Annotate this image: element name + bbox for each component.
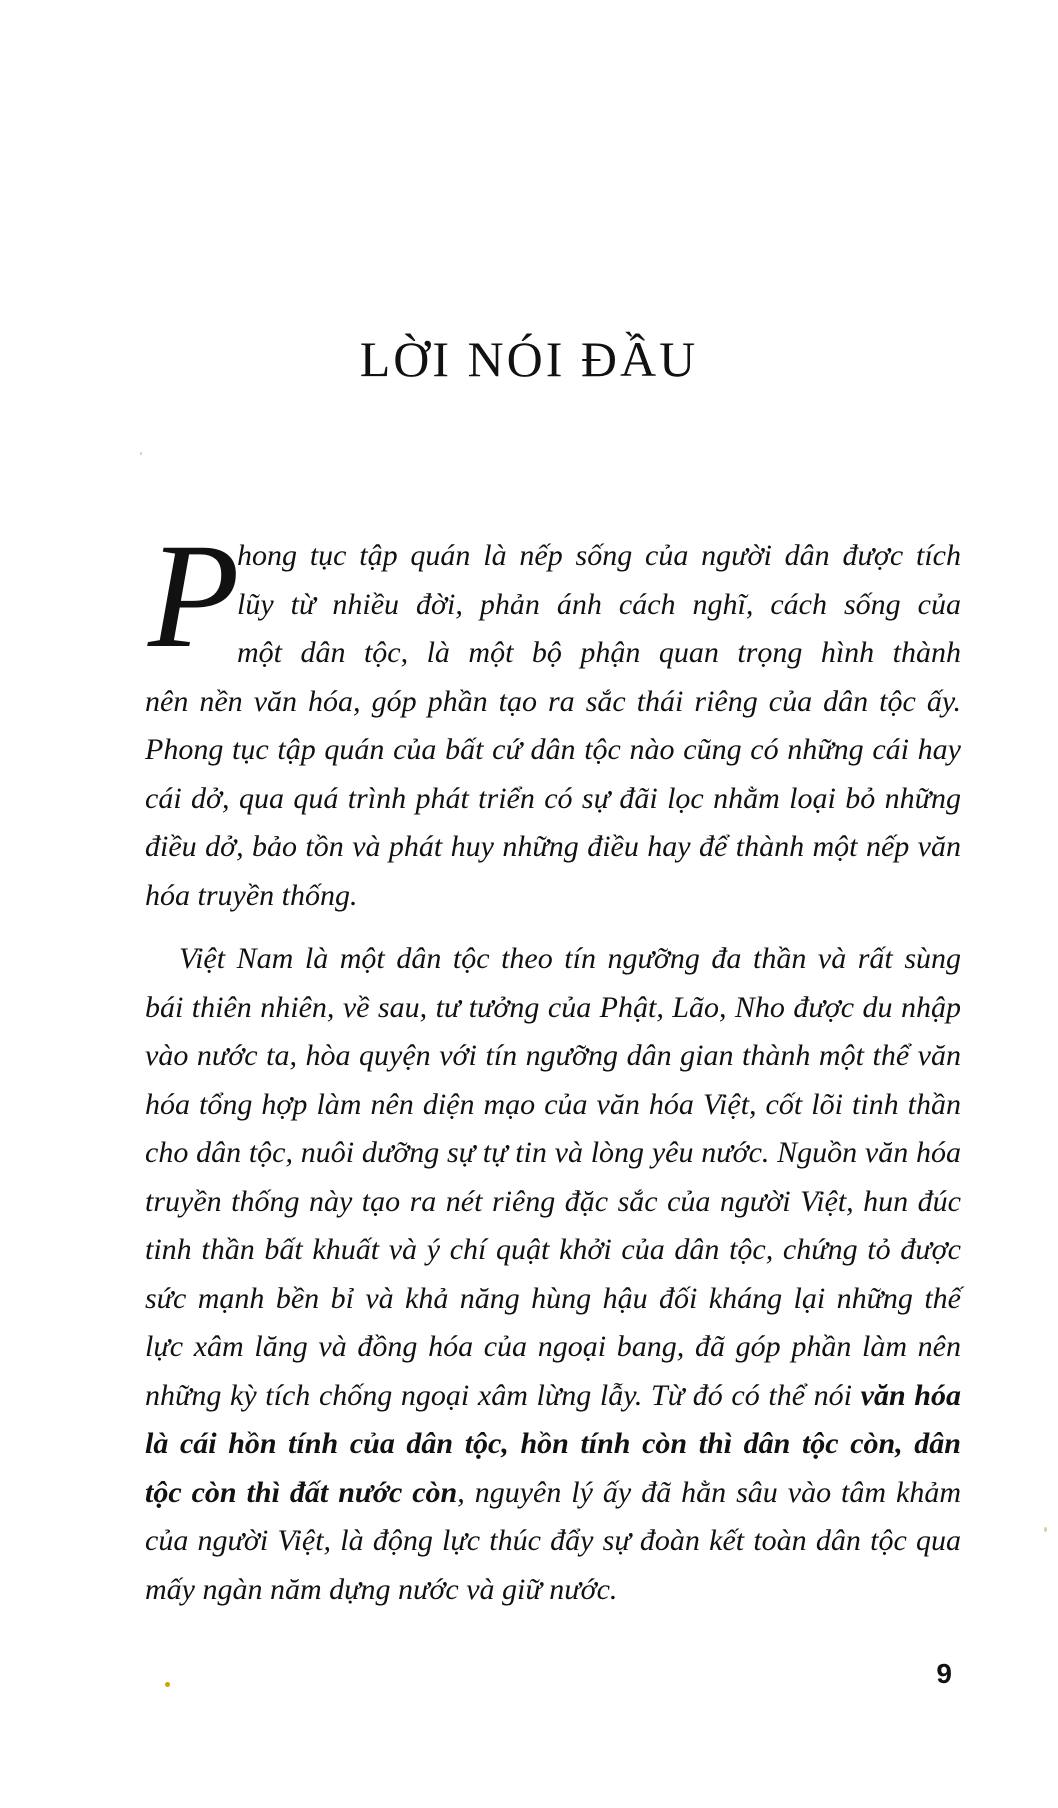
text-line: một dân tộc, là một bộ phận quan trọng hình thành xyxy=(237,636,961,669)
text-line: truyền thống này tạo ra nét riêng đặc sắc của người Việt, hun đúc xyxy=(145,1184,961,1218)
drop-cap: P xyxy=(148,513,240,679)
text-line: của người Việt, là động lực thúc đẩy sự đoàn kết toàn dân tộc qua xyxy=(145,1524,961,1557)
print-speck xyxy=(1044,1527,1047,1532)
text-line: Việt Nam là một dân tộc theo tín ngưỡng đa thần và rất sùng xyxy=(179,942,961,975)
paragraph-1 xyxy=(145,513,961,920)
paragraph-2 xyxy=(145,935,961,1614)
text-line: cái dở, qua quá trình phát triển có sự đãi lọc nhằm loại bỏ những xyxy=(145,781,961,815)
text-line: điều dở, bảo tồn và phát huy những điều hay để thành một nếp văn xyxy=(145,830,961,863)
text-line: nên nền văn hóa, góp phần tạo ra sắc thái riêng của dân tộc ấy. xyxy=(145,684,961,718)
text-line: bái thiên nhiên, về sau, tư tưởng của Phật, Lão, Nho được du nhập xyxy=(145,990,961,1024)
paragraph-gap xyxy=(145,920,961,935)
text-line xyxy=(145,1372,961,1421)
text-normal: những kỳ tích chống ngoại xâm lừng lẫy. Từ đó có thể nói xyxy=(145,1378,861,1412)
text-line xyxy=(145,1469,961,1518)
print-speck xyxy=(140,452,142,455)
text-normal: , nguyên lý ấy đã hằn sâu vào tâm khảm xyxy=(457,1475,961,1509)
text-line: hóa tổng hợp làm nên diện mạo của văn hóa Việt, cốt lõi tinh thần xyxy=(145,1087,961,1121)
text-line: vào nước ta, hòa quyện với tín ngưỡng dân gian thành một thể văn xyxy=(145,1039,961,1072)
text-emphasis: tộc còn thì đất nước còn xyxy=(145,1475,458,1509)
text-line: tinh thần bất khuất và ý chí quật khởi của dân tộc, chứng tỏ được xyxy=(145,1233,961,1266)
text-line: lũy từ nhiều đời, phản ánh cách nghĩ, cách sống của xyxy=(237,587,961,621)
text-line: cho dân tộc, nuôi dưỡng sự tự tin và lòng yêu nước. Nguồn văn hóa xyxy=(145,1136,961,1169)
text-line: mấy ngàn năm dựng nước và giữ nước. xyxy=(145,1572,618,1606)
text-line: lực xâm lăng và đồng hóa của ngoại bang, đã góp phần làm nên xyxy=(145,1330,961,1363)
page-title: LỜI NÓI ĐẦU xyxy=(359,331,699,387)
text-line-emphasis: là cái hồn tính của dân tộc, hồn tính còn thì dân tộc còn, dân xyxy=(145,1427,961,1460)
page-number: 9 xyxy=(936,1658,952,1689)
text-line: hong tục tập quán là nếp sống của người dân được tích xyxy=(237,539,961,572)
text-emphasis: văn hóa xyxy=(860,1378,961,1412)
text-line: Phong tục tập quán của bất cứ dân tộc nào cũng có những cái hay xyxy=(145,733,961,766)
text-line: sức mạnh bền bỉ và khả năng hùng hậu đối kháng lại những thế xyxy=(145,1281,961,1315)
body-text xyxy=(145,513,961,1614)
text-line: hóa truyền thống. xyxy=(145,878,358,912)
print-speck xyxy=(165,1682,170,1687)
